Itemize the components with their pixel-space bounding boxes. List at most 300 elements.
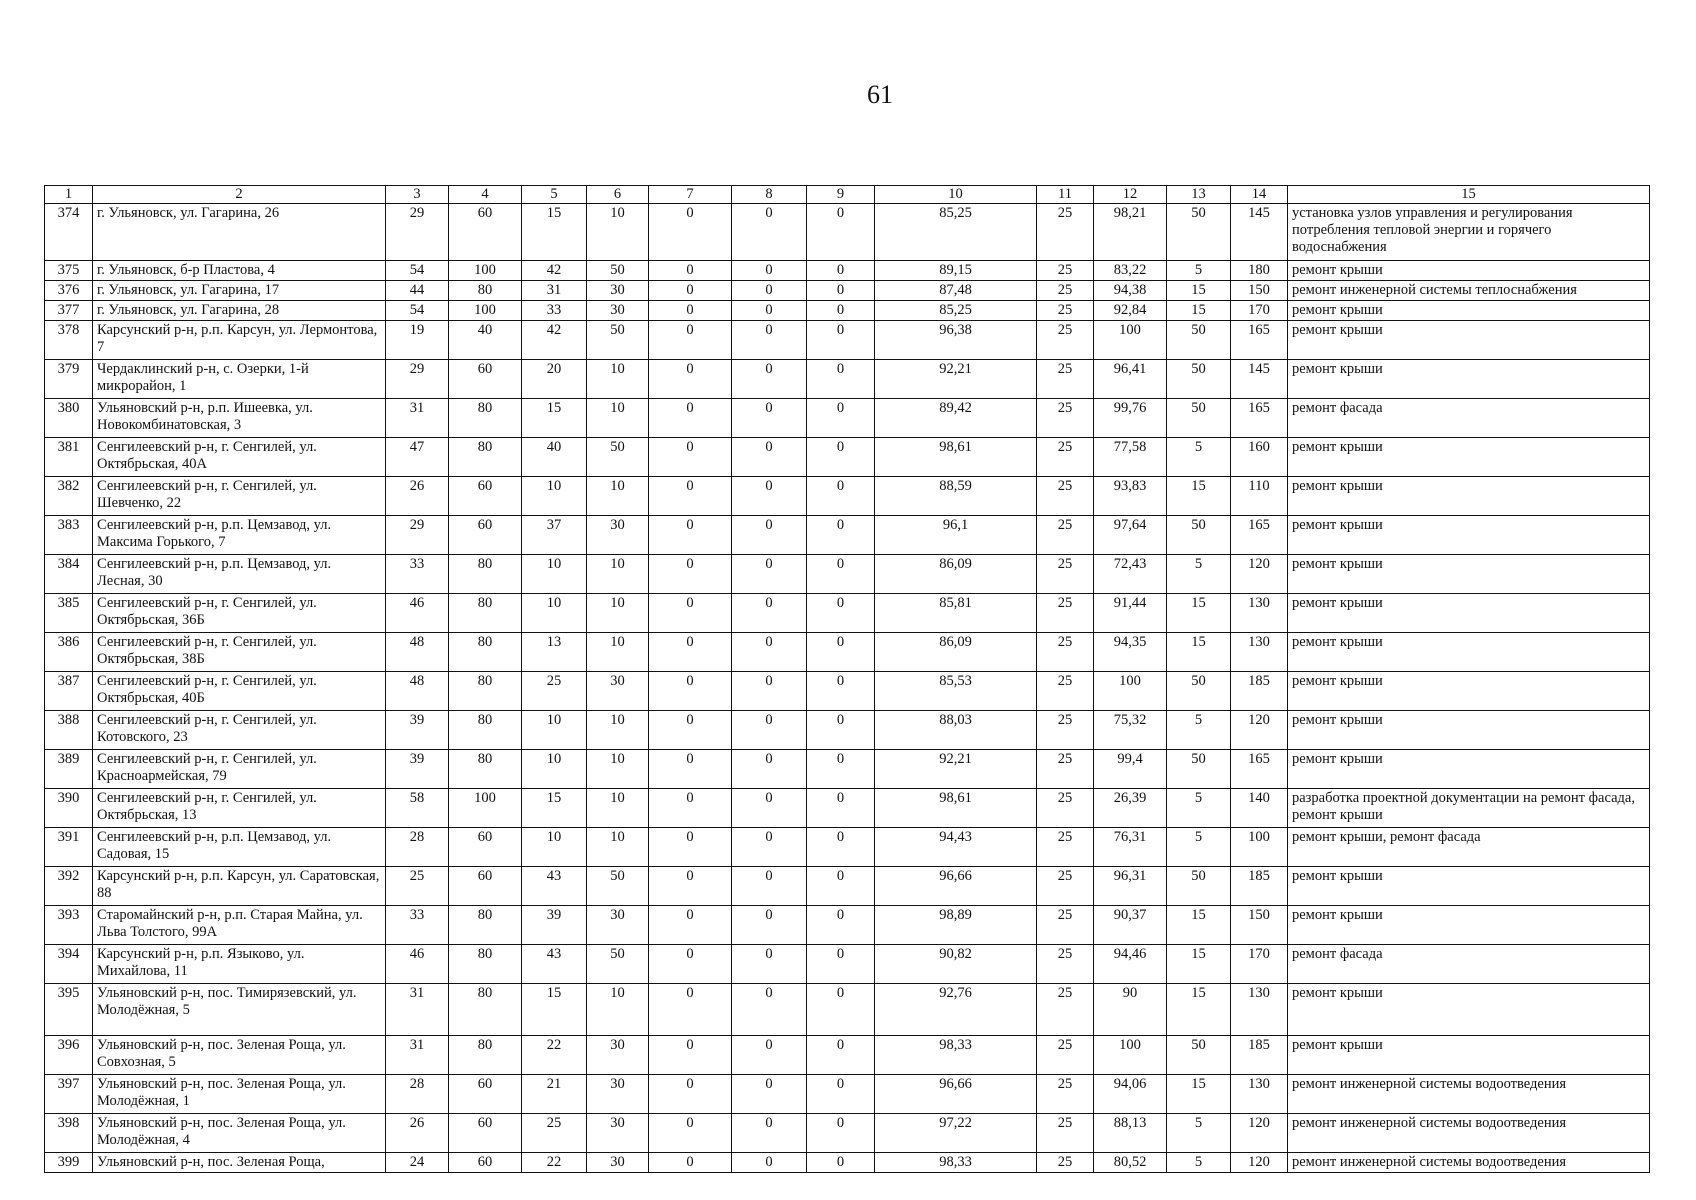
value-cell: 72,43	[1094, 555, 1167, 594]
value-cell: 25	[522, 1114, 587, 1153]
value-cell: 0	[732, 1036, 807, 1075]
value-cell: 25	[1037, 906, 1094, 945]
value-cell: 48	[386, 633, 449, 672]
value-cell: 0	[732, 867, 807, 906]
row-number: 392	[45, 867, 93, 906]
value-cell: 98,61	[875, 789, 1037, 828]
value-cell: 0	[649, 867, 732, 906]
value-cell: 0	[732, 301, 807, 321]
value-cell: 94,35	[1094, 633, 1167, 672]
value-cell: 86,09	[875, 633, 1037, 672]
value-cell: 26	[386, 1114, 449, 1153]
value-cell: 24	[386, 1153, 449, 1173]
value-cell: 30	[587, 1114, 649, 1153]
value-cell: 25	[1037, 281, 1094, 301]
value-cell: 25	[1037, 672, 1094, 711]
value-cell: 0	[649, 828, 732, 867]
table-row	[45, 360, 1650, 399]
value-cell: 0	[807, 399, 875, 438]
value-cell: 30	[587, 906, 649, 945]
value-cell: 0	[807, 281, 875, 301]
table-row	[45, 555, 1650, 594]
row-number: 384	[45, 555, 93, 594]
value-cell: 50	[1167, 867, 1231, 906]
value-cell: 58	[386, 789, 449, 828]
value-cell: 92,76	[875, 984, 1037, 1036]
address-cell: Сенгилеевский р-н, г. Сенгилей, ул. Октябрьская, 40Б	[93, 672, 386, 711]
value-cell: 60	[449, 516, 522, 555]
page-number: 61	[867, 80, 893, 109]
table-row	[45, 1075, 1650, 1114]
value-cell: 0	[807, 261, 875, 281]
value-cell: 25	[1037, 1075, 1094, 1114]
value-cell: 30	[587, 281, 649, 301]
work-type-cell: ремонт инженерной системы водоотведения	[1288, 1075, 1650, 1114]
value-cell: 60	[449, 1153, 522, 1173]
value-cell: 25	[522, 672, 587, 711]
value-cell: 80	[449, 438, 522, 477]
value-cell: 0	[649, 594, 732, 633]
value-cell: 22	[522, 1036, 587, 1075]
value-cell: 0	[649, 477, 732, 516]
address-cell: г. Ульяновск, ул. Гагарина, 26	[93, 204, 386, 261]
value-cell: 25	[1037, 984, 1094, 1036]
value-cell: 80,52	[1094, 1153, 1167, 1173]
value-cell: 25	[1037, 301, 1094, 321]
value-cell: 15	[1167, 633, 1231, 672]
value-cell: 0	[807, 321, 875, 360]
value-cell: 60	[449, 477, 522, 516]
col-header: 9	[807, 186, 875, 204]
value-cell: 88,03	[875, 711, 1037, 750]
value-cell: 98,33	[875, 1036, 1037, 1075]
value-cell: 10	[587, 750, 649, 789]
row-number: 375	[45, 261, 93, 281]
value-cell: 0	[649, 301, 732, 321]
value-cell: 25	[1037, 399, 1094, 438]
value-cell: 10	[587, 555, 649, 594]
value-cell: 80	[449, 594, 522, 633]
value-cell: 5	[1167, 828, 1231, 867]
value-cell: 50	[587, 321, 649, 360]
work-type-cell: ремонт крыши	[1288, 438, 1650, 477]
value-cell: 47	[386, 438, 449, 477]
value-cell: 0	[732, 477, 807, 516]
value-cell: 120	[1231, 711, 1288, 750]
value-cell: 30	[587, 301, 649, 321]
row-number: 378	[45, 321, 93, 360]
value-cell: 10	[522, 594, 587, 633]
value-cell: 170	[1231, 945, 1288, 984]
value-cell: 50	[1167, 204, 1231, 261]
address-cell: Сенгилеевский р-н, г. Сенгилей, ул. Октябрьская, 13	[93, 789, 386, 828]
row-number: 374	[45, 204, 93, 261]
value-cell: 0	[732, 261, 807, 281]
value-cell: 91,44	[1094, 594, 1167, 633]
value-cell: 0	[732, 828, 807, 867]
value-cell: 10	[522, 555, 587, 594]
value-cell: 98,89	[875, 906, 1037, 945]
value-cell: 0	[649, 204, 732, 261]
row-number: 390	[45, 789, 93, 828]
value-cell: 92,21	[875, 360, 1037, 399]
address-cell: Сенгилеевский р-н, р.п. Цемзавод, ул. Лесная, 30	[93, 555, 386, 594]
row-number: 396	[45, 1036, 93, 1075]
address-cell: Сенгилеевский р-н, г. Сенгилей, ул. Октябрьская, 36Б	[93, 594, 386, 633]
value-cell: 0	[649, 516, 732, 555]
value-cell: 15	[1167, 281, 1231, 301]
value-cell: 85,81	[875, 594, 1037, 633]
value-cell: 90	[1094, 984, 1167, 1036]
value-cell: 15	[1167, 984, 1231, 1036]
value-cell: 0	[732, 1153, 807, 1173]
value-cell: 0	[807, 828, 875, 867]
value-cell: 100	[1094, 672, 1167, 711]
value-cell: 33	[522, 301, 587, 321]
value-cell: 80	[449, 672, 522, 711]
address-cell: Сенгилеевский р-н, р.п. Цемзавод, ул. Максима Горького, 7	[93, 516, 386, 555]
table-row	[45, 1036, 1650, 1075]
work-type-cell: ремонт крыши	[1288, 750, 1650, 789]
work-type-cell: ремонт крыши	[1288, 261, 1650, 281]
col-header: 14	[1231, 186, 1288, 204]
value-cell: 50	[587, 261, 649, 281]
value-cell: 92,21	[875, 750, 1037, 789]
table-row	[45, 1114, 1650, 1153]
col-header: 2	[93, 186, 386, 204]
value-cell: 60	[449, 1114, 522, 1153]
value-cell: 25	[1037, 555, 1094, 594]
value-cell: 96,66	[875, 867, 1037, 906]
value-cell: 0	[649, 945, 732, 984]
value-cell: 96,1	[875, 516, 1037, 555]
value-cell: 0	[649, 1075, 732, 1114]
header-row	[45, 186, 1650, 204]
value-cell: 43	[522, 867, 587, 906]
value-cell: 50	[587, 867, 649, 906]
work-type-cell: ремонт инженерной системы теплоснабжения	[1288, 281, 1650, 301]
value-cell: 0	[732, 750, 807, 789]
value-cell: 80	[449, 281, 522, 301]
address-cell: г. Ульяновск, ул. Гагарина, 28	[93, 301, 386, 321]
value-cell: 120	[1231, 1114, 1288, 1153]
table-row	[45, 281, 1650, 301]
value-cell: 0	[732, 945, 807, 984]
value-cell: 43	[522, 945, 587, 984]
address-cell: Сенгилеевский р-н, г. Сенгилей, ул. Красноармейская, 79	[93, 750, 386, 789]
value-cell: 25	[1037, 477, 1094, 516]
value-cell: 30	[587, 1153, 649, 1173]
value-cell: 60	[449, 828, 522, 867]
value-cell: 0	[732, 1114, 807, 1153]
value-cell: 89,42	[875, 399, 1037, 438]
value-cell: 80	[449, 984, 522, 1036]
value-cell: 13	[522, 633, 587, 672]
table-row	[45, 789, 1650, 828]
table-row	[45, 516, 1650, 555]
value-cell: 50	[1167, 360, 1231, 399]
value-cell: 80	[449, 555, 522, 594]
col-header: 4	[449, 186, 522, 204]
value-cell: 25	[1037, 321, 1094, 360]
value-cell: 98,33	[875, 1153, 1037, 1173]
value-cell: 26,39	[1094, 789, 1167, 828]
value-cell: 89,15	[875, 261, 1037, 281]
work-type-cell: ремонт крыши	[1288, 360, 1650, 399]
table-row	[45, 750, 1650, 789]
value-cell: 25	[1037, 1153, 1094, 1173]
value-cell: 10	[587, 360, 649, 399]
value-cell: 25	[1037, 633, 1094, 672]
value-cell: 0	[649, 360, 732, 399]
value-cell: 25	[1037, 1114, 1094, 1153]
value-cell: 0	[807, 1036, 875, 1075]
value-cell: 50	[1167, 516, 1231, 555]
value-cell: 60	[449, 867, 522, 906]
value-cell: 25	[1037, 204, 1094, 261]
value-cell: 25	[1037, 789, 1094, 828]
value-cell: 0	[807, 945, 875, 984]
value-cell: 100	[1231, 828, 1288, 867]
value-cell: 94,38	[1094, 281, 1167, 301]
row-number: 383	[45, 516, 93, 555]
value-cell: 165	[1231, 321, 1288, 360]
value-cell: 0	[732, 204, 807, 261]
work-type-cell: установка узлов управления и регулирования потребления тепловой энергии и горячего водоснабжения	[1288, 204, 1650, 261]
value-cell: 15	[522, 399, 587, 438]
value-cell: 160	[1231, 438, 1288, 477]
value-cell: 10	[522, 711, 587, 750]
col-header: 15	[1288, 186, 1650, 204]
value-cell: 100	[449, 789, 522, 828]
work-type-cell: ремонт крыши	[1288, 1036, 1650, 1075]
table-row	[45, 594, 1650, 633]
value-cell: 44	[386, 281, 449, 301]
row-number: 382	[45, 477, 93, 516]
value-cell: 80	[449, 1036, 522, 1075]
value-cell: 85,53	[875, 672, 1037, 711]
value-cell: 185	[1231, 1036, 1288, 1075]
row-number: 389	[45, 750, 93, 789]
value-cell: 0	[807, 1075, 875, 1114]
value-cell: 0	[807, 633, 875, 672]
value-cell: 185	[1231, 672, 1288, 711]
value-cell: 29	[386, 360, 449, 399]
table-row	[45, 633, 1650, 672]
value-cell: 85,25	[875, 204, 1037, 261]
value-cell: 26	[386, 477, 449, 516]
value-cell: 0	[649, 438, 732, 477]
value-cell: 0	[732, 438, 807, 477]
value-cell: 90,82	[875, 945, 1037, 984]
work-type-cell: ремонт инженерной системы водоотведения	[1288, 1153, 1650, 1173]
repair-program-table	[44, 185, 1650, 1173]
value-cell: 83,22	[1094, 261, 1167, 281]
value-cell: 5	[1167, 1153, 1231, 1173]
work-type-cell: ремонт крыши	[1288, 321, 1650, 360]
col-header: 1	[45, 186, 93, 204]
value-cell: 150	[1231, 906, 1288, 945]
value-cell: 33	[386, 555, 449, 594]
value-cell: 150	[1231, 281, 1288, 301]
value-cell: 10	[522, 750, 587, 789]
work-type-cell: ремонт крыши	[1288, 984, 1650, 1036]
value-cell: 100	[449, 301, 522, 321]
value-cell: 10	[587, 594, 649, 633]
value-cell: 42	[522, 261, 587, 281]
work-type-cell: ремонт крыши	[1288, 867, 1650, 906]
value-cell: 98,21	[1094, 204, 1167, 261]
value-cell: 0	[807, 672, 875, 711]
address-cell: Сенгилеевский р-н, г. Сенгилей, ул. Шевченко, 22	[93, 477, 386, 516]
value-cell: 120	[1231, 1153, 1288, 1173]
value-cell: 50	[1167, 321, 1231, 360]
value-cell: 0	[807, 555, 875, 594]
value-cell: 15	[1167, 477, 1231, 516]
work-type-cell: ремонт крыши	[1288, 477, 1650, 516]
address-cell: Ульяновский р-н, р.п. Ишеевка, ул. Новокомбинатовская, 3	[93, 399, 386, 438]
value-cell: 40	[522, 438, 587, 477]
value-cell: 0	[807, 984, 875, 1036]
row-number: 387	[45, 672, 93, 711]
row-number: 377	[45, 301, 93, 321]
row-number: 395	[45, 984, 93, 1036]
value-cell: 0	[649, 633, 732, 672]
value-cell: 0	[732, 672, 807, 711]
value-cell: 60	[449, 1075, 522, 1114]
value-cell: 60	[449, 360, 522, 399]
col-header: 3	[386, 186, 449, 204]
value-cell: 0	[649, 1036, 732, 1075]
value-cell: 0	[649, 1153, 732, 1173]
value-cell: 0	[732, 321, 807, 360]
value-cell: 0	[732, 984, 807, 1036]
value-cell: 92,84	[1094, 301, 1167, 321]
row-number: 381	[45, 438, 93, 477]
value-cell: 77,58	[1094, 438, 1167, 477]
value-cell: 40	[449, 321, 522, 360]
col-header: 12	[1094, 186, 1167, 204]
table-row	[45, 321, 1650, 360]
value-cell: 54	[386, 301, 449, 321]
value-cell: 100	[1094, 321, 1167, 360]
value-cell: 33	[386, 906, 449, 945]
value-cell: 0	[649, 321, 732, 360]
value-cell: 145	[1231, 360, 1288, 399]
address-cell: Ульяновский р-н, пос. Зеленая Роща, ул. Молодёжная, 1	[93, 1075, 386, 1114]
value-cell: 28	[386, 828, 449, 867]
value-cell: 100	[449, 261, 522, 281]
value-cell: 0	[649, 711, 732, 750]
value-cell: 0	[732, 555, 807, 594]
table-row	[45, 204, 1650, 261]
value-cell: 165	[1231, 750, 1288, 789]
value-cell: 120	[1231, 555, 1288, 594]
value-cell: 0	[807, 1114, 875, 1153]
value-cell: 25	[1037, 945, 1094, 984]
value-cell: 0	[649, 261, 732, 281]
value-cell: 0	[807, 906, 875, 945]
table-row	[45, 984, 1650, 1036]
value-cell: 31	[386, 1036, 449, 1075]
value-cell: 15	[1167, 301, 1231, 321]
value-cell: 88,13	[1094, 1114, 1167, 1153]
value-cell: 31	[386, 399, 449, 438]
value-cell: 20	[522, 360, 587, 399]
address-cell: Сенгилеевский р-н, р.п. Цемзавод, ул. Садовая, 15	[93, 828, 386, 867]
value-cell: 0	[807, 438, 875, 477]
value-cell: 5	[1167, 711, 1231, 750]
value-cell: 15	[1167, 906, 1231, 945]
value-cell: 0	[649, 984, 732, 1036]
value-cell: 87,48	[875, 281, 1037, 301]
row-number: 394	[45, 945, 93, 984]
value-cell: 10	[587, 477, 649, 516]
work-type-cell: ремонт крыши	[1288, 906, 1650, 945]
value-cell: 0	[807, 789, 875, 828]
value-cell: 130	[1231, 1075, 1288, 1114]
value-cell: 60	[449, 204, 522, 261]
table-row	[45, 301, 1650, 321]
value-cell: 0	[649, 906, 732, 945]
value-cell: 76,31	[1094, 828, 1167, 867]
value-cell: 0	[732, 711, 807, 750]
value-cell: 0	[649, 399, 732, 438]
address-cell: г. Ульяновск, б-р Пластова, 4	[93, 261, 386, 281]
work-type-cell: ремонт крыши	[1288, 633, 1650, 672]
value-cell: 28	[386, 1075, 449, 1114]
value-cell: 140	[1231, 789, 1288, 828]
value-cell: 80	[449, 711, 522, 750]
address-cell: Сенгилеевский р-н, г. Сенгилей, ул. Октябрьская, 40А	[93, 438, 386, 477]
value-cell: 0	[807, 750, 875, 789]
value-cell: 0	[732, 594, 807, 633]
value-cell: 5	[1167, 555, 1231, 594]
value-cell: 37	[522, 516, 587, 555]
value-cell: 25	[1037, 1036, 1094, 1075]
value-cell: 10	[587, 984, 649, 1036]
value-cell: 0	[807, 360, 875, 399]
value-cell: 0	[807, 867, 875, 906]
value-cell: 96,31	[1094, 867, 1167, 906]
value-cell: 94,06	[1094, 1075, 1167, 1114]
value-cell: 15	[522, 789, 587, 828]
value-cell: 15	[522, 984, 587, 1036]
table-row	[45, 945, 1650, 984]
col-header: 7	[649, 186, 732, 204]
value-cell: 50	[1167, 399, 1231, 438]
value-cell: 80	[449, 906, 522, 945]
row-number: 376	[45, 281, 93, 301]
value-cell: 0	[732, 360, 807, 399]
value-cell: 10	[587, 711, 649, 750]
work-type-cell: ремонт инженерной системы водоотведения	[1288, 1114, 1650, 1153]
value-cell: 0	[807, 516, 875, 555]
value-cell: 50	[1167, 750, 1231, 789]
value-cell: 185	[1231, 867, 1288, 906]
value-cell: 25	[1037, 360, 1094, 399]
value-cell: 0	[807, 1153, 875, 1173]
table-row	[45, 399, 1650, 438]
value-cell: 0	[649, 281, 732, 301]
value-cell: 165	[1231, 516, 1288, 555]
value-cell: 39	[386, 750, 449, 789]
value-cell: 110	[1231, 477, 1288, 516]
value-cell: 80	[449, 633, 522, 672]
value-cell: 42	[522, 321, 587, 360]
value-cell: 170	[1231, 301, 1288, 321]
col-header: 10	[875, 186, 1037, 204]
